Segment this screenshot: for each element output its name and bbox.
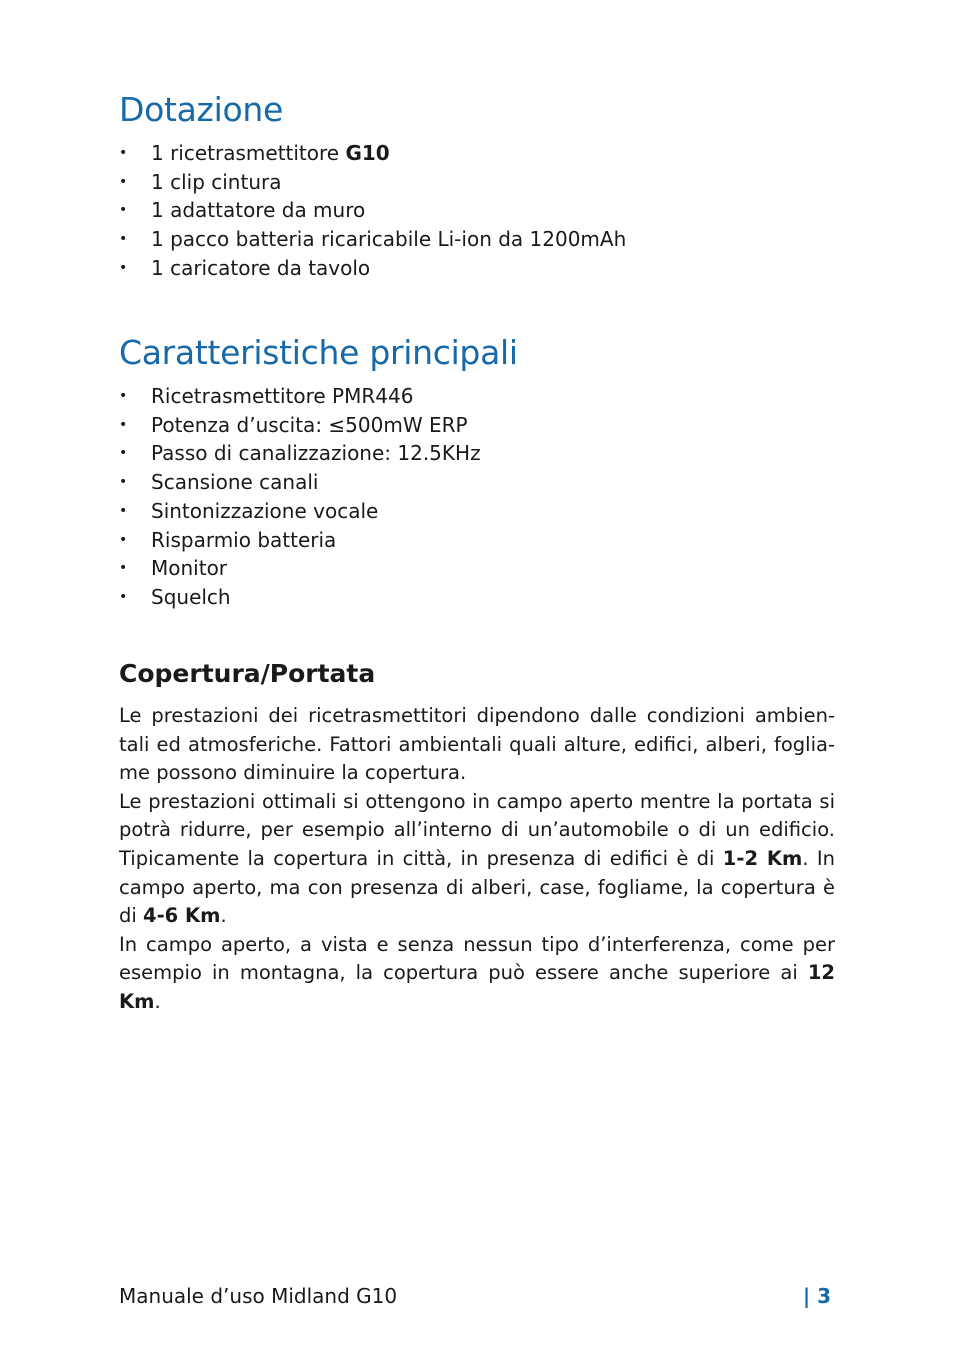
bullet-icon: • [119,531,128,548]
bullet-icon: • [119,231,128,248]
list-item-text: 1 clip cintura [151,169,282,194]
bullet-icon: • [119,474,128,491]
bullet-icon: • [119,588,128,605]
dotazione-list [119,139,626,283]
list-item-text: 1 ricetrasmettitore [151,141,346,165]
copertura-body [119,702,835,1017]
footer-title: Manuale d’uso Midland G10 [119,1284,398,1308]
paragraph: Le prestazioni dei ricetrasmettitori dipendono dalle condizioni ambien-tali ed atmosferiche. Fattori ambientali quali alture, edifici, alberi, foglia-me possono diminuire la copertura. [119,704,835,785]
list-item-text: Potenza d’uscita: ≤500mW ERP [151,412,468,437]
bullet-icon: • [119,145,128,161]
paragraph [119,788,835,931]
page-footer [119,1284,835,1314]
bullet-icon: • [119,173,128,190]
list-item [119,439,481,468]
bullet-icon: • [119,202,128,219]
paragraph-text: In campo aperto, a vista e senza nessun tipo d’interferenza, come per esempio in montagna, la copertura può essere anche superiore ai [119,932,835,985]
page-number: | 3 [802,1284,831,1308]
list-item [119,168,626,197]
bullet-icon: • [119,502,128,519]
list-item [119,554,481,583]
paragraph-text: . [154,989,161,1013]
range-value: 1-2 Km [722,846,803,870]
list-item [119,526,481,555]
list-item-text: Risparmio batteria [151,527,337,552]
list-item-text: 1 caricatore da tavolo [151,255,371,280]
list-item-text: 1 pacco batteria ricaricabile Li-ion da 1200mAh [151,227,627,252]
list-item-text: Sintonizzazione vocale [151,498,379,523]
paragraph [119,931,835,1017]
list-item-text: Ricetrasmettitore PMR446 [151,384,414,408]
list-item [119,382,481,411]
paragraph-text: Le prestazioni ottimali si ottengono in campo aperto mentre la portata si potrà ridurre, per esempio all’interno di un’automobile o di un edificio. Tipicamente la copertura in città, in presenza di edifici è di [119,789,835,870]
bullet-icon: • [119,445,128,462]
paragraph-text: . In campo aperto, ma con presenza di alberi, case, fogliame, la copertura è di [119,846,835,928]
list-item-text: Scansione canali [151,470,319,495]
paragraph-text: . [220,904,227,928]
list-item-text: Squelch [151,584,231,609]
list-item [119,583,481,612]
list-item [119,411,481,440]
list-item [119,254,626,283]
list-item [119,139,626,168]
section-title-copertura: Copertura/Portata [119,659,376,688]
list-item-text: Passo di canalizzazione: 12.5KHz [151,441,481,466]
bullet-icon: • [119,388,128,404]
list-item-bold: G10 [345,141,390,165]
list-item [119,225,626,254]
bullet-icon: • [119,416,128,433]
caratteristiche-list [119,382,481,612]
list-item [119,196,626,225]
section-title-dotazione: Dotazione [119,90,283,129]
bullet-icon: • [119,259,128,276]
list-item-text: Monitor [151,556,228,581]
range-value: 12 Km [119,961,835,1013]
range-value: 4-6 Km [143,904,221,928]
bullet-icon: • [119,560,128,577]
section-title-caratteristiche: Caratteristiche principali [119,333,518,372]
list-item-text: 1 adattatore da muro [151,198,366,223]
list-item [119,497,481,526]
list-item [119,468,481,497]
